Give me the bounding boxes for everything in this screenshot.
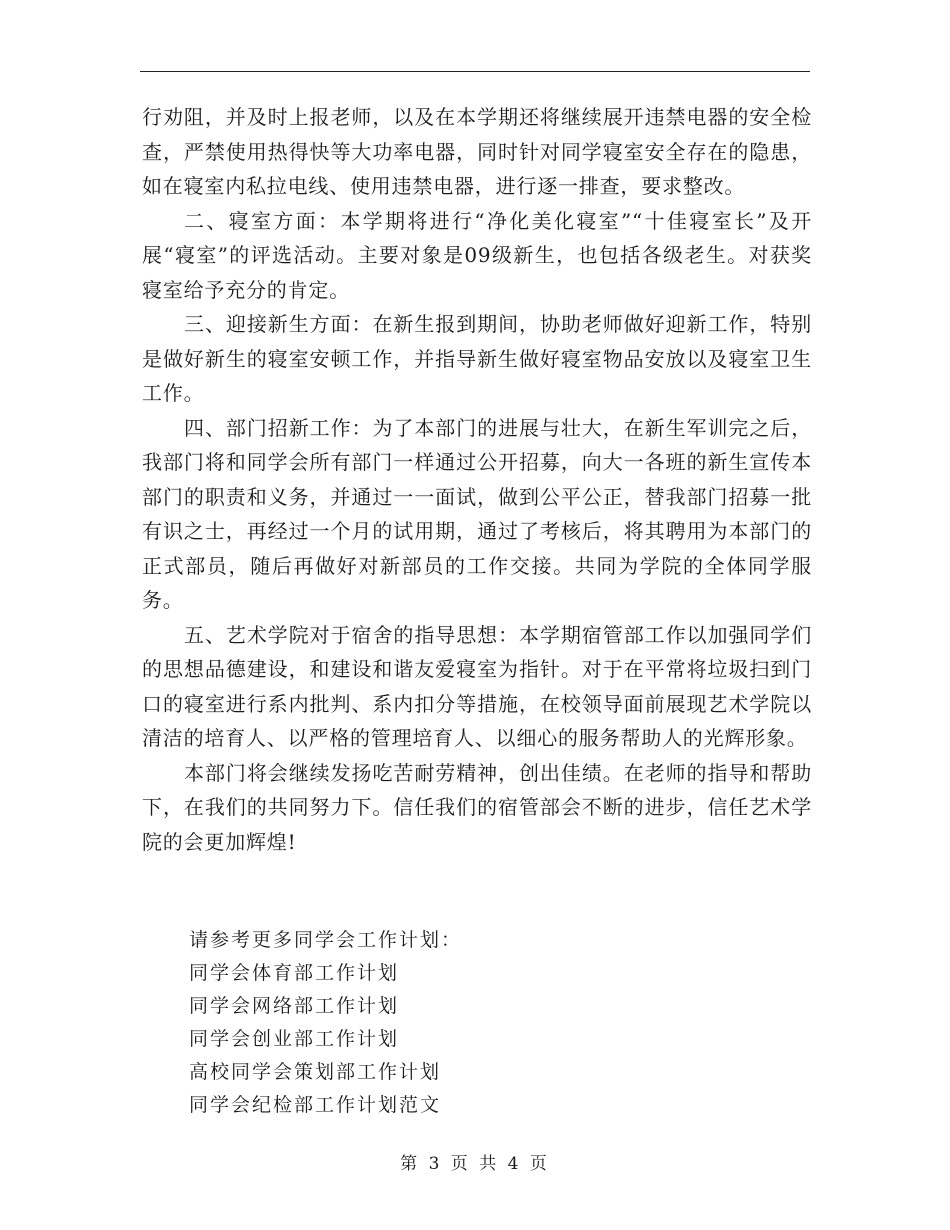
paragraph-guiding-thought: 五、艺术学院对于宿舍的指导思想：本学期宿管部工作以加强同学们的思想品德建设，和建设和谐友爱寝室为指针。对于在平常将垃圾扫到门口的寝室进行系内批判、系内扣分等措施，在校领导面前展现艺术学院以清洁的培育人、以严格的管理培育人、以细心的服务帮助人的光辉形象。 [142, 622, 812, 750]
paragraph-welcome-freshmen: 三、迎接新生方面：在新生报到期间，协助老师做好迎新工作，特别是做好新生的寝室安顿工作，并指导新生做好寝室物品安放以及寝室卫生工作。 [142, 312, 812, 405]
related-link-discipline[interactable]: 同学会纪检部工作计划范文 [189, 1094, 442, 1116]
related-link-network[interactable]: 同学会网络部工作计划 [189, 995, 400, 1017]
paragraph-recruitment: 四、部门招新工作：为了本部门的进展与壮大，在新生军训完之后，我部门将和同学会所有部门一样通过公开招募，向大一各班的新生宣传本部门的职责和义务，并通过一一面试，做到公平公正，替我部门招募一批有识之士，再经过一个月的试用期，通过了考核后，将其聘用为本部门的正式部员，随后再做好对新部员的工作交接。共同为学院的全体同学服务。 [142, 415, 812, 612]
paragraph-continuation: 行劝阻，并及时上报老师，以及在本学期还将继续展开违禁电器的安全检查，严禁使用热得快等大功率电器，同时针对同学寝室安全存在的隐患，如在寝室内私拉电线、使用违禁电器，进行逐一排查，要求整改。 [142, 105, 812, 198]
paragraph-conclusion: 本部门将会继续发扬吃苦耐劳精神，创出佳绩。在老师的指导和帮助下，在我们的共同努力下。信任我们的宿管部会不断的进步，信任艺术学院的会更加辉煌! [142, 760, 812, 854]
related-link-entrepreneurship[interactable]: 同学会创业部工作计划 [189, 1028, 400, 1050]
page-number: 第 3 页 共 4 页 [400, 1154, 550, 1174]
related-links-intro: 请参考更多同学会工作计划： [189, 929, 463, 951]
related-link-planning[interactable]: 高校同学会策划部工作计划 [189, 1061, 442, 1083]
document-body [142, 100, 812, 859]
paragraph-dormitory: 二、寝室方面：本学期将进行“净化美化寝室”“十佳寝室长”及开展“寝室”的评选活动。主要对象是09级新生，也包括各级老生。对获奖寝室给予充分的肯定。 [142, 208, 812, 302]
related-links [189, 924, 749, 1122]
header-rule [140, 71, 810, 72]
related-link-sports[interactable]: 同学会体育部工作计划 [189, 962, 400, 984]
